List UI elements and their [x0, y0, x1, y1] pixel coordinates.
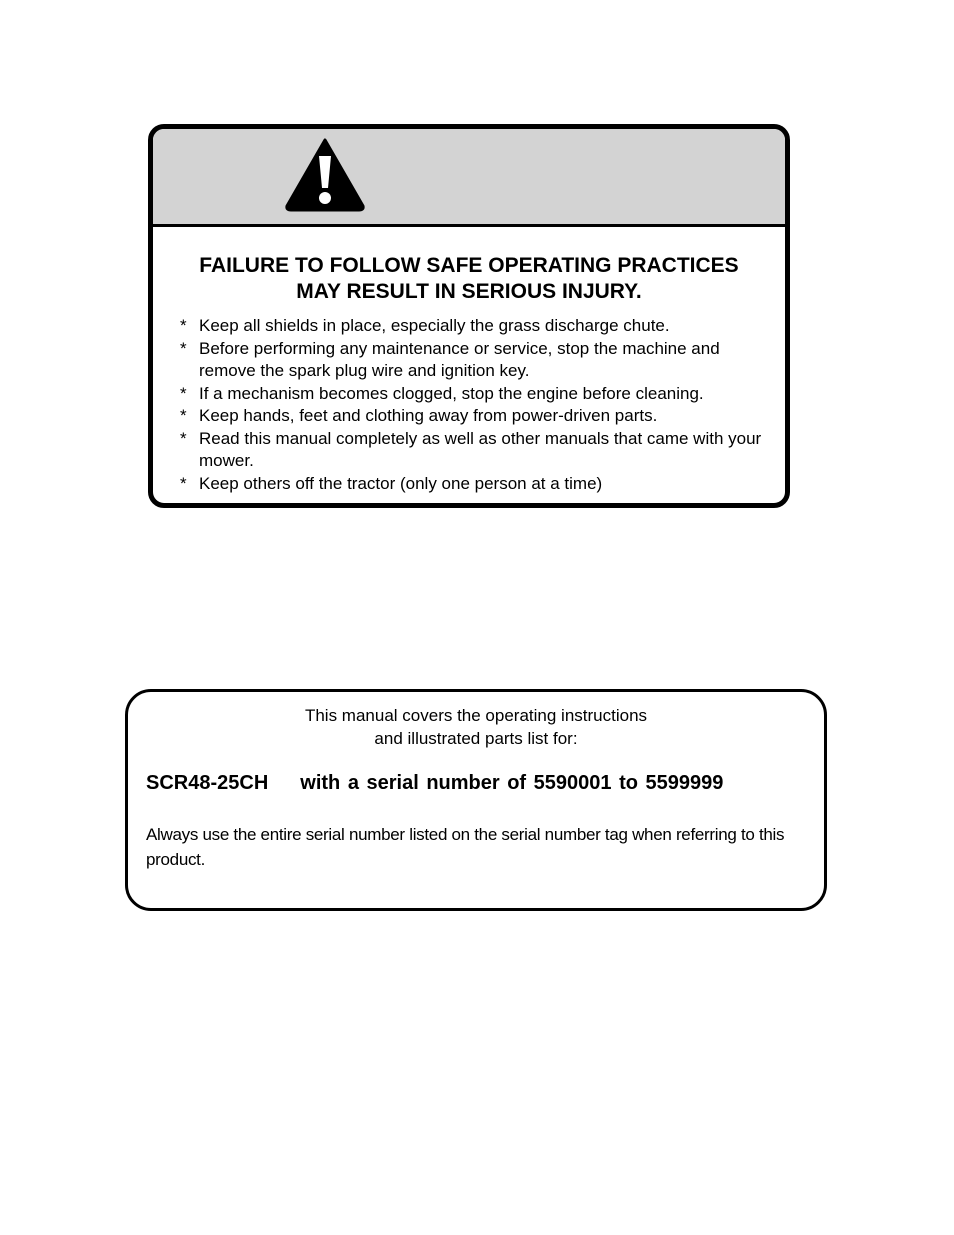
serial-note: Always use the entire serial number listed on the serial number tag when referring to this product. — [146, 825, 785, 869]
list-item: * Read this manual completely as well as other manuals that came with your mower. — [180, 428, 780, 473]
coverage-intro-line-1: This manual covers the operating instructions — [304, 706, 648, 725]
list-item: * Keep hands, feet and clothing away from power-driven parts. — [180, 405, 780, 428]
model-number: SCR48-25CH — [146, 772, 269, 794]
warning-title-line-2: MAY RESULT IN SERIOUS INJURY. — [296, 280, 642, 303]
serial-range: with a serial number of 5590001 to 5599999 — [300, 772, 724, 794]
warning-decal — [148, 124, 790, 508]
model-serial-line — [146, 770, 723, 796]
list-item: * Keep all shields in place, especially the grass discharge chute. — [180, 315, 780, 338]
warning-header — [153, 129, 785, 227]
coverage-intro-line-2: and illustrated parts list for: — [374, 729, 578, 748]
list-item: * If a mechanism becomes clogged, stop the engine before cleaning. — [180, 383, 780, 406]
list-item: * Before performing any maintenance or service, stop the machine and remove the spark plug wire and ignition key. — [180, 338, 780, 383]
warning-triangle-icon — [285, 138, 365, 212]
coverage-intro — [128, 704, 824, 750]
warning-title — [153, 253, 785, 305]
list-item: * Keep others off the tractor (only one person at a time) — [180, 473, 780, 496]
coverage-box — [125, 689, 827, 911]
warning-title-line-1: FAILURE TO FOLLOW SAFE OPERATING PRACTICES — [199, 254, 739, 277]
warning-list — [180, 315, 780, 495]
